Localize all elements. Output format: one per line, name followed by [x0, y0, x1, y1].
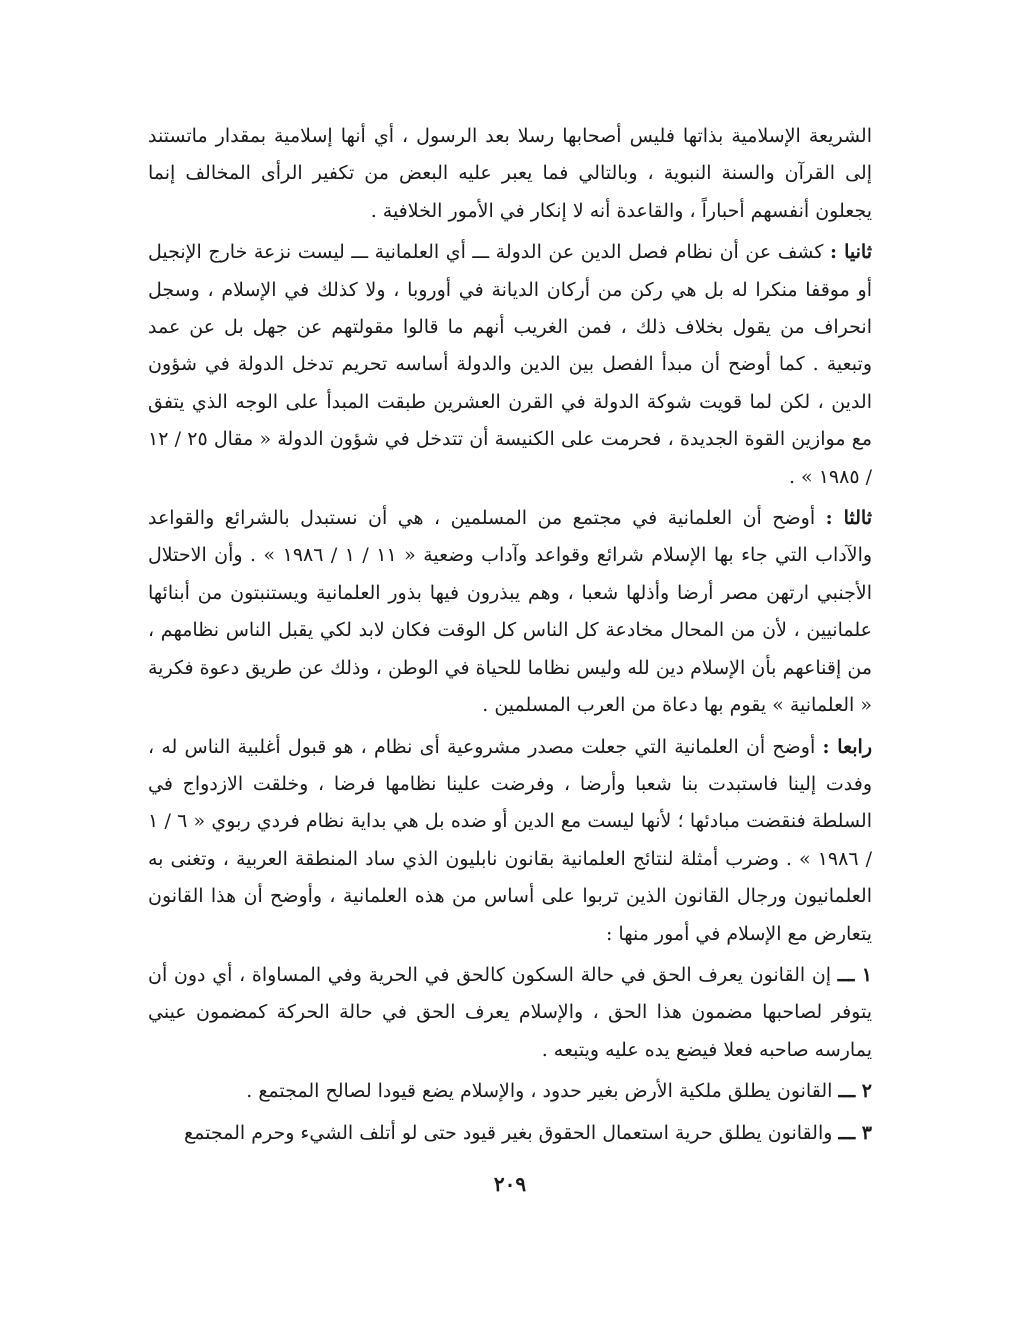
list-item-number: ١ ـــ	[837, 963, 872, 986]
list-item-1	[148, 957, 872, 1069]
list-item-3	[148, 1115, 872, 1152]
list-item-text: والقانون يطلق حرية استعمال الحقوق بغير قيود حتى لو أتلف الشيء وحرم المجتمع	[184, 1121, 833, 1144]
list-item-2	[148, 1073, 872, 1110]
list-item-text: القانون يطلق ملكية الأرض بغير حدود ، والإسلام يضع قيودا لصالح المجتمع .	[246, 1080, 833, 1103]
paragraph-third	[148, 500, 872, 724]
page-number: ٢٠٩	[493, 1172, 527, 1196]
paragraph-text: الشريعة الإسلامية بذاتها فليس أصحابها رسلا بعد الرسول ، أي أنها إسلامية بمقدار ماتستند إلى القرآن والسنة النبوية ، وبالتالي فما يعبر عليه البعض من تكفير الرأى المخالف إنما يجعلون أنفسهم أحباراً ، والقاعدة أنه لا إنكار في الأمور الخلافية .	[148, 125, 872, 222]
list-item-number: ٢ ـــ	[838, 1080, 872, 1103]
paragraph-text: كشف عن أن نظام فصل الدين عن الدولة ـــ أي العلمانية ـــ ليست نزعة خارج الإنجيل أو موقفا منكرا له بل هي ركن من أركان الديانة في أوروبا ، ولا كذلك في الإسلام ، وسجل انحراف من يقول بخلاف ذلك ، فمن الغريب أنهم ما قالوا مقولتهم عن جهل بل عن عمد وتبعية . كما أوضح أن مبدأ الفصل بين الدين والدولة أساسه تحريم تدخل الدولة في شؤون الدين ، لكن لما قويت شوكة الدولة في القرن العشرين طبقت المبدأ على الوجه الذي يتفق مع موازين القوة الجديدة ، فحرمت على الكنيسة أن تتدخل في شؤون الدولة « مقال ٢٥ / ١٢ / ١٩٨٥ » .	[148, 241, 872, 488]
paragraph-text: أوضح أن العلمانية في مجتمع من المسلمين ، هي أن نستبدل بالشرائع والقواعد والآداب التي جاء بها الإسلام شرائع وقواعد وآداب وضعية « ١١ / ١ / ١٩٨٦ » . وأن الاحتلال الأجنبي ارتهن مصر أرضا وأذلها شعبا ، وهم يبذرون فيها بذور العلمانية ويستنبتون من أبنائها علمانيين ، لأن من المحال مخادعة كل الناس كل الوقت فكان لابد لكي يقبل الناس نظامهم ، من إقناعهم بأن الإسلام دين لله وليس نظاما للحياة في الوطن ، وذلك عن طريق دعوة فكرية « العلمانية » يقوم بها دعاة من العرب المسلمين .	[148, 507, 873, 717]
page-body	[148, 118, 872, 1152]
paragraph-text: أوضح أن العلمانية التي جعلت مصدر مشروعية أى نظام ، هو قبول أغلبية الناس له ، وفدت إلينا فاستبدت بنا شعبا وأرضا ، وفرضت علينا نظامها فرضا ، وخلقت الازدواج في السلطة فنقضت مبادئها ؛ لأنها ليست مع الدين أو ضده بل هي بداية نظام فردي ربوي « ٦ / ١ / ١٩٨٦ » . وضرب أمثلة لنتائج العلمانية بقانون نابليون الذي ساد المنطقة العربية ، وتغنى به العلمانيون ورجال القانون الذين تربوا على أساس من هذه العلمانية ، وأوضح أن هذا القانون يتعارض مع الإسلام في أمور منها :	[148, 735, 872, 945]
paragraph-lead: ثالثا :	[825, 507, 872, 530]
paragraph-fourth	[148, 729, 872, 953]
paragraph-lead: ثانيا :	[829, 241, 872, 264]
list-item-text: إن القانون يعرف الحق في حالة السكون كالحق في الحرية وفي المساواة ، أي دون أن يتوفر لصاحبها مضمون هذا الحق ، والإسلام يعرف الحق في حالة الحركة كمضمون عيني يمارسه صاحبه فعلا فيضع يده عليه ويتبعه .	[148, 963, 872, 1061]
paragraph-lead: رابعا :	[822, 735, 873, 758]
paragraph-continuation	[148, 118, 872, 230]
list-item-number: ٣ ـــ	[838, 1121, 872, 1144]
paragraph-second	[148, 234, 872, 496]
